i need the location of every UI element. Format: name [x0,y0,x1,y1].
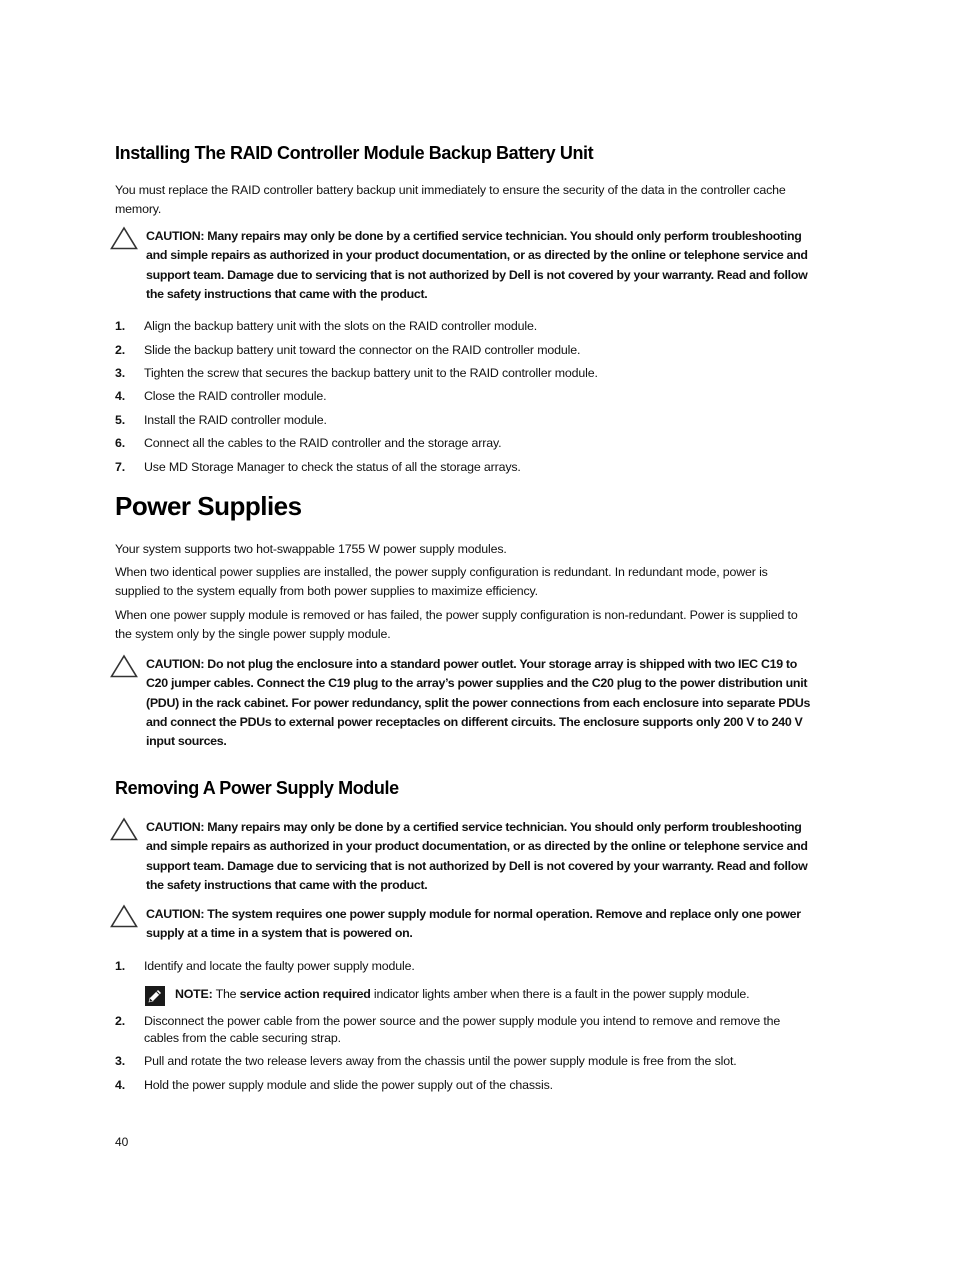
step-text: Use MD Storage Manager to check the status of all the storage arrays. [144,460,521,474]
caution-text: CAUTION: Do not plug the enclosure into a standard power outlet. Your storage array is shipped with two IEC C19 to C20 jumper cables. Connect the C19 plug to the array’s power supplies and the C20 plug to the power distribution unit (PDU) in the rack cabinet. For power redundancy, split the power connections from each enclosure into separate PDUs and connect the PDUs to external power receptacles on different circuits. The enclosure supports only 200 V to 240 V input sources. [146,657,811,749]
caution-text: CAUTION: Many repairs may only be done by a certified service technician. You should only perform troubleshooting and simple repairs as authorized in your product documentation, or as directed by the online or telephone service and support team. Damage due to servicing that is not authorized by Dell is not covered by your warranty. Read and follow the safety instructions that came with the product. [146,820,808,892]
step-number: 4. [115,389,126,403]
caution-icon [110,817,138,841]
note-text-post: indicator lights amber when there is a fault in the power supply module. [373,987,750,1001]
step-text: Disconnect the power cable from the power source and the power supply module you intend to remove and remove the cables from the cable securing strap. [144,1014,781,1045]
step-number: 3. [115,366,126,380]
step-text: Align the backup battery unit with the slots on the RAID controller module. [144,319,538,333]
section-heading-install-battery: Installing The RAID Controller Module Backup Battery Unit [115,143,594,163]
caution-icon [110,226,138,250]
page-number: 40 [115,1135,129,1149]
note-emphasis: service action required [239,987,371,1001]
step-number: 6. [115,436,126,450]
step-number: 5. [115,413,126,427]
caution-icon [110,654,138,678]
paragraph: Your system supports two hot-swappable 1755 W power supply modules. [115,542,507,556]
step-text: Install the RAID controller module. [144,413,327,427]
step-number: 1. [115,319,126,333]
caution-icon [110,904,138,928]
step-text: Identify and locate the faulty power supply module. [144,959,415,973]
step-text: Connect all the cables to the RAID controller and the storage array. [144,436,502,450]
step-number: 7. [115,460,126,474]
note-label: NOTE: [175,987,213,1001]
step-text: Close the RAID controller module. [144,389,327,403]
paragraph: When one power supply module is removed or has failed, the power supply configuration is non-redundant. Power is supplied to the system only by the single power supply module. [115,608,798,641]
step-number: 1. [115,959,126,973]
intro-paragraph: You must replace the RAID controller battery backup unit immediately to ensure the security of the data in the controller cache memory. [115,183,786,216]
section-heading-power-supplies: Power Supplies [115,491,302,521]
note-text-pre: The [215,987,237,1001]
caution-text: CAUTION: Many repairs may only be done by a certified service technician. You should only perform troubleshooting and simple repairs as authorized in your product documentation, or as directed by the online or telephone service and support team. Damage due to servicing that is not authorized by Dell is not covered by your warranty. Read and follow the safety instructions that came with the product. [146,229,808,301]
step-text: Slide the backup battery unit toward the connector on the RAID controller module. [144,343,581,357]
step-text: Hold the power supply module and slide the power supply out of the chassis. [144,1078,553,1092]
step-number: 2. [115,343,126,357]
note-pencil-icon [145,986,165,1006]
caution-text: CAUTION: The system requires one power supply module for normal operation. Remove and replace only one power supply at a time in a system that is powered on. [146,907,801,941]
step-number: 2. [115,1014,126,1028]
step-text: Tighten the screw that secures the backup battery unit to the RAID controller module. [144,366,598,380]
step-number: 3. [115,1054,126,1068]
paragraph: When two identical power supplies are installed, the power supply configuration is redundant. In redundant mode, power is supplied to the system equally from both power supplies to maximize efficiency. [115,565,768,598]
section-heading-removing-psu: Removing A Power Supply Module [115,778,399,798]
step-text: Pull and rotate the two release levers away from the chassis until the power supply module is free from the slot. [144,1054,737,1068]
step-number: 4. [115,1078,126,1092]
